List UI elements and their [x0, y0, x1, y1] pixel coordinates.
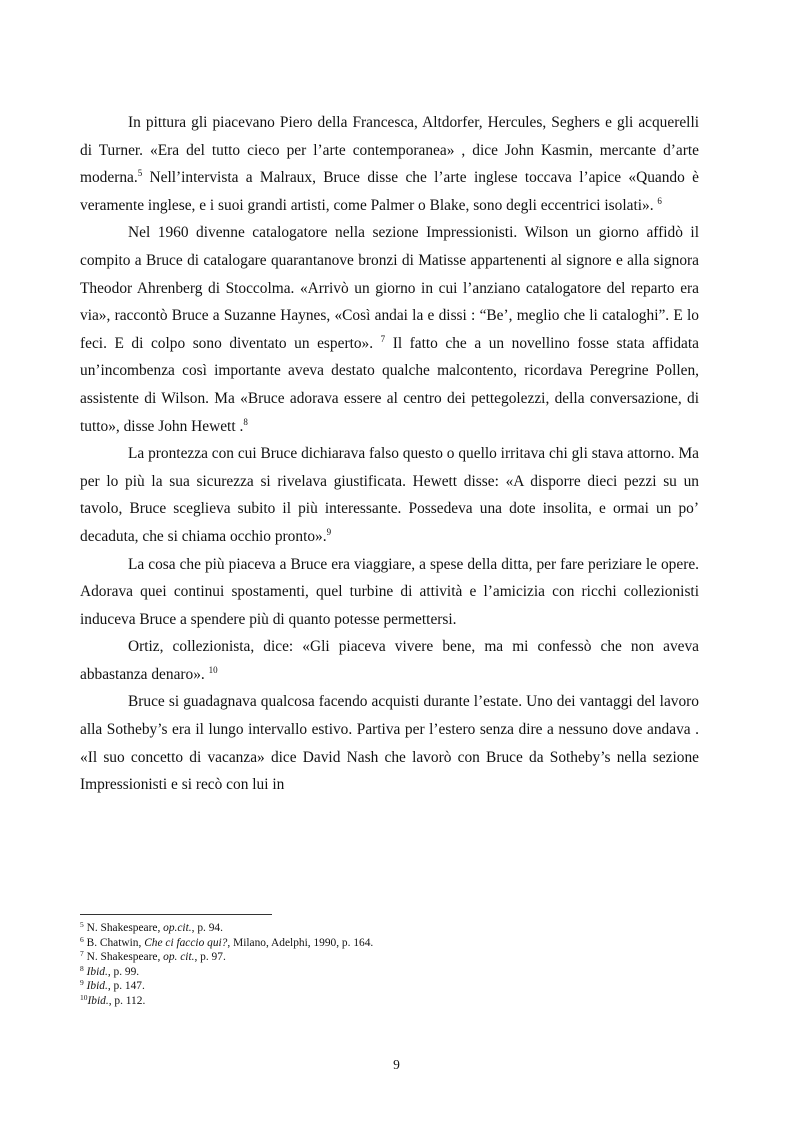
- body-text: [80, 109, 699, 799]
- paragraph: [80, 633, 699, 688]
- footnote-text: , p. 94.: [191, 922, 223, 934]
- footnote-number: 9: [80, 978, 84, 988]
- footnote-italic: op. cit.: [163, 951, 195, 964]
- footnote: [80, 965, 700, 980]
- footnote-ref: 7: [380, 333, 386, 344]
- footnote-number: 5: [80, 920, 84, 929]
- footnote-italic: Ibid.: [87, 994, 109, 1007]
- paragraph-text: Il fatto che a un novellino fosse stata affidata un’incombenza così importante aveva destato qualche malcontento, ricordava Peregrine Pollen, assistente di Wilson. Ma «Bruce adorava essere al centro dei pettegolezzi, della conversazione, di tutto», disse John Hewett .: [80, 334, 699, 435]
- paragraph: [80, 440, 699, 550]
- paragraph-text: La cosa che più piaceva a Bruce era viaggiare, a spese della ditta, per fare periziare le opere. Adorava quei continui spostamenti, quel turbine di attività e l’amicizia con ricchi collezionisti induceva Bruce a spendere più di quanto potesse permettersi.: [80, 555, 699, 628]
- footnotes: [80, 921, 700, 1009]
- paragraph-text: Nel 1960 divenne catalogatore nella sezione Impressionisti. Wilson un giorno affidò il compito a Bruce di catalogare quarantanove bronzi di Matisse appartenenti al signore e alla signora Theodor Ahrenberg di Stoccolma. «Arrivò un giorno in cui l’anziano catalogatore del reparto era via», raccontò Bruce a Suzanne Haynes, «Così andai la e dissi : “Be’, meglio che li cataloghi”. E lo feci. E di colpo sono diventato un esperto».: [80, 224, 699, 352]
- footnote-text: N. Shakespeare,: [83, 922, 164, 934]
- footnote-number: 6: [80, 934, 84, 944]
- footnote-ref: 6: [657, 195, 662, 206]
- footnote-text: , p. 97.: [194, 951, 226, 964]
- footnote-number: 10: [80, 992, 88, 1002]
- paragraph: [80, 219, 699, 440]
- footnote-number: 7: [80, 949, 84, 959]
- paragraph-text: Bruce si guadagnava qualcosa facendo acquisti durante l’estate. Uno dei vantaggi del lavoro alla Sotheby’s era il lungo intervallo estivo. Partiva per l’estero senza dire a nessuno dove andava . «Il suo concetto di vacanza» dice David Nash che lavorò con Bruce da Sotheby’s nella sezione Impressionisti e si recò con lui in: [80, 693, 699, 794]
- footnote-italic: op.cit.: [163, 922, 192, 934]
- footnote-ref: 5: [137, 168, 143, 179]
- footnote: [80, 936, 700, 951]
- footnote-ref: 10: [208, 664, 218, 675]
- paragraph-text: Nell’intervista a Malraux, Bruce disse che l’arte inglese toccava l’apice «Quando è veramente inglese, e i suoi grandi artisti, come Palmer o Blake, sono degli eccentrici isolati».: [80, 169, 699, 214]
- footnote-text: B. Chatwin,: [83, 936, 145, 949]
- footnote-separator: [80, 914, 272, 915]
- footnote-italic: Ibid.: [86, 965, 108, 978]
- footnote-text: , p. 147.: [107, 980, 145, 993]
- footnote-italic: Ibid.: [86, 980, 108, 993]
- footnote-ref: 9: [326, 526, 332, 537]
- paragraph: [80, 551, 699, 634]
- paragraph: [80, 688, 699, 798]
- paragraph-text: In pittura gli piacevano Piero della Francesca, Altdorfer, Hercules, Seghers e gli acquerelli di Turner. «Era del tutto cieco per l’arte contemporanea» , dice John Kasmin, mercante d’arte moderna.: [80, 114, 699, 187]
- footnote-text: , p. 99.: [107, 965, 140, 978]
- paragraph-text: Ortiz, collezionista, dice: «Gli piaceva vivere bene, ma mi confessò che non aveva abbastanza denaro».: [80, 638, 699, 683]
- paragraph-text: La prontezza con cui Bruce dichiarava falso questo o quello irritava chi gli stava attorno. Ma per lo più la sua sicurezza si rivelava giustificata. Hewett disse: «A disporre dieci pezzi su un tavolo, Bruce sceglieva subito il più interessante. Possedeva una dote insolita, e ormai un po’ decaduta, che si chiama occhio pronto».: [80, 445, 699, 545]
- footnote-ref: 8: [243, 416, 248, 427]
- footnote-text: N. Shakespeare,: [83, 951, 164, 964]
- page-number: 9: [393, 1057, 400, 1072]
- footnote: [80, 950, 700, 965]
- footnote: [80, 921, 700, 936]
- footnote-italic: Che ci faccio qui?: [144, 936, 228, 949]
- footnote-text: , p. 112.: [108, 994, 146, 1007]
- footnote: [80, 979, 700, 994]
- footnote: [80, 994, 700, 1009]
- footnote-text: , Milano, Adelphi, 1990, p. 164.: [227, 936, 374, 949]
- paragraph: [80, 109, 699, 219]
- footnote-number: 8: [80, 963, 84, 973]
